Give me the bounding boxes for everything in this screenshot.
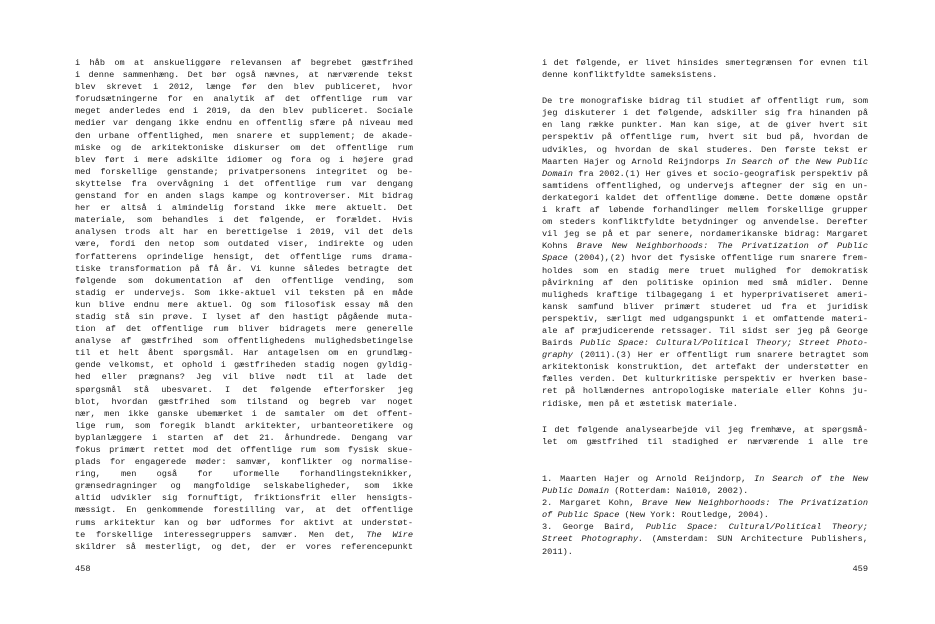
right-page-text [542,57,868,448]
text-line: altid udvikler sig fornuftigt, friktionsfrit eller hensigts- [75,493,413,504]
text-line: 1. Maarten Hajer og Arnold Reijndorp, In Search of the New [542,474,868,484]
text-line: følgende som dokumentation af den offentlige vending, som [75,275,413,286]
text-line: perspektiv på offentlige rum, hvert sit bud på, hvordan de [542,132,868,143]
text-line: i denne sammenhæng. Det bør også nævnes, at nærværende tekst [75,70,413,81]
text-line: denne konfliktfyldte sameksistens. [542,70,718,81]
italic-title: The Wire [366,529,413,540]
text-line: her er altså i almindelig forstand ikke mere aktuelt. Det [75,203,413,214]
text-line: Kohns Brave New Neighborhoods: The Privatization of Public [542,241,869,252]
text-line: 2011). [542,546,573,557]
text-line: Public Domain (Rotterdam: Nai010, 2002). [542,486,749,497]
text-line: i håb om at anskueliggøre relevansen af begrebet gæstfrihed [75,58,413,68]
text-line: miske og de arkitektoniske diskurser om det offentlige rum [75,142,413,153]
text-line: I det følgende analysearbejde vil jeg fremhæve, at spørgsmå- [542,424,868,435]
footnote [542,473,868,497]
left-page-text [75,57,413,553]
text-line: medier var dengang ikke endnu en offentlig sfære på niveau med [75,118,413,129]
paragraph [75,57,413,553]
text-line: udvikles, og hvordan de skal studeres. Den første tekst er [542,144,868,155]
text-line: med forskellige genstande; privatpersonens integritet og be- [75,166,413,177]
text-line: graphy (2011).(3) Her er offentligt rum snarere betragtet som [542,350,868,361]
text-line: kun blive endnu mere aktuel. Og som filosofisk essay må den [75,299,413,310]
text-line: Street Photography. (Amsterdam: SUN Architecture Publishers, [542,534,868,545]
text-line: plads for engagerede møder: samvær, konflikter og normalise- [75,457,413,468]
text-line: tiske transformation på få år. Vi kunne således betragte det [75,263,413,274]
text-line: til et helt åbent spørgsmål. Har antagelsen om en grundlæg- [75,348,413,359]
paragraph [542,57,868,81]
italic-title: graphy [542,350,573,361]
italic-title: Brave New Neighborhoods: The Privatization [641,498,868,509]
footnote [542,521,868,557]
text-line: om steders konfliktfyldte betydninger og anvendelse. Derefter [542,217,868,228]
text-line: of Public Space (New York: Routledge, 2004). [542,510,769,521]
text-line: stadig er undervejs. Som ikke-aktuel vil teksten på en måde [75,287,413,298]
italic-title: Public Domain [542,486,610,497]
italic-title: Public Space: Cultural/Political Theory; Street Photo- [580,338,869,349]
text-line: ale af præjudicerende retssager. Til sidst ser jeg på George [542,325,868,336]
text-line: skildrer så mesterligt, og det, der er vores referencepunkt [75,541,413,552]
text-line: blev skrevet i 2012, længe før den blev publiceret, hvor [75,82,413,93]
text-line: skyttelse fra overvågning i det offentlige rum var dengang [75,178,413,189]
text-line: arkitektonisk konstruktion, det artefakt der understøtter en [542,362,868,373]
text-line: tion af det offentlige rum bliver bidragets mere generelle [75,324,413,335]
text-line: grænsedragninger og mangfoldige selskabeligheder, som ikke [75,481,413,492]
italic-title: Brave New Neighborhoods: The Privatization of Public [576,241,869,252]
text-line: hed eller prægnans? Jeg vil blive nødt til at lade det [75,372,413,383]
text-line: i kraft af løbende forhandlinger mellem forskellige grupper [542,205,868,216]
text-line: ret på hollændernes antropologiske materiale eller Kohns ju- [542,386,868,397]
text-line: derkategori kaldet det offentlige domæne. Dette domæne opstår [542,192,868,203]
italic-title: of Public Space [542,510,620,521]
text-line: meget anderledes end i 2019, da den blev publiceret. Sociale [75,106,413,117]
footnote [542,497,868,521]
text-line: let om gæstfrihed til stadighed er nærværende i alle tre [542,436,868,447]
text-line: jeg diskuterer i det følgende, adskiller sig fra hinanden på [542,108,868,119]
text-line: gende velkomst, et ophold i gæstfriheden stadig nogen gyldig- [75,360,413,371]
text-line: holdes som en stadig mere truet mulighed for demokratisk [542,265,868,276]
text-line: den urbane offentlighed, men snarere et supplement; de akade- [75,130,413,141]
text-line: være, fordi den netop som outdated viser, indirekte og uden [75,239,413,250]
text-line: genstand for en anden slags kampe og kontroverser. Mit bidrag [75,191,413,202]
text-line: muligheds kraftige tilbagegang i et hyperprivatiseret ameri- [542,289,868,300]
italic-title: In Search of the New [754,474,868,484]
text-line: blev ført i mere adskilte idiomer og fora og i højere grad [75,154,413,165]
text-line: Domain fra 2002.(1) Her gives et socio-geografisk perspektiv på [542,168,868,179]
text-line: rums arkitektur kan og bør udformes for aktivt at understøt- [75,517,413,528]
text-line: en lang række punkter. Man kan sige, at de giver hvert sit [542,120,868,131]
text-line: nær, men ikke ganske ubemærket i de samtaler om det offent- [75,408,413,419]
text-line: ring, men også for uformelle forhandlingsteknikker, [75,469,413,480]
italic-title: Domain [542,168,573,179]
text-line: analysen trods alt har en berettigelse i 2019, vil det dels [75,227,413,238]
text-line: fælles verden. Det kulturkritiske perspektiv er hverken base- [542,374,868,385]
text-line: byplanlæggere i starten af det 21. århundrede. Dengang var [75,432,413,443]
paragraph [542,95,868,409]
text-line: blot, hvordan gæstfrihed som tilstand og begreb var noget [75,396,413,407]
text-line: samtidens offentlighed, og undervejs aftegner der sig en un- [542,180,868,191]
text-line: te forskellige interessegruppers samvær. Men det, The Wire [75,529,413,540]
text-line: vil jeg se på et par senere, nordamerikanske bidrag: Margaret [542,229,868,240]
text-line: lige rum, som foregik blandt arkitekter, urbanteoretikere og [75,420,413,431]
italic-title: Street Photography. [542,534,644,545]
text-line: 2. Margaret Kohn, Brave New Neighborhoods: The Privatization [542,498,868,509]
text-line: materiale, som behandles i det følgende, er forældet. Hvis [75,215,413,226]
text-line: mæssigt. En genkommende forestilling var, at det offentlige [75,505,413,516]
text-line: forfatterens oprindelige hensigt, det offentlige rums drama- [75,251,413,262]
text-line: 3. George Baird, Public Space: Cultural/Political Theory; [542,522,868,533]
text-line: forudsætningerne for en analytik af det offentlige rum var [75,94,413,105]
italic-title: Public Space: Cultural/Political Theory; [645,522,868,533]
left-page-number: 458 [75,564,91,574]
text-line: påvirkning af den politiske opinion med små midler. Denne [542,277,868,288]
text-line: ridiske, men på et æstetisk materiale. [542,398,738,409]
text-line: i det følgende, er livet hinsides smertegrænsen for evnen til [542,58,868,68]
paragraph [542,424,868,448]
italic-title: Space [542,253,568,264]
footnotes [542,473,868,558]
text-line: fokus primært rettet mod det offentlige rum som fysisk skue- [75,445,413,455]
text-line: Bairds Public Space: Cultural/Political Theory; Street Photo- [542,338,869,349]
right-page-number: 459 [852,564,868,574]
text-line: Maarten Hajer og Arnold Reijndorps In Search of the New Public [542,156,868,167]
italic-title: In Search of the New Public [725,156,868,167]
text-line: kansk samfund bliver primært studeret ud fra et juridisk [542,301,868,312]
text-line: analyse af gæstfrihed som offentlighedens mulighedsbetingelse [75,336,413,347]
text-line: spørgsmål stå ubesvaret. I det følgende efterforsker jeg [75,384,413,395]
text-line: De tre monografiske bidrag til studiet af offentligt rum, som [542,96,868,107]
text-line: stadig stå sin prøve. I lyset af den hastigt pågående muta- [75,311,413,322]
text-line: perspektiv, særligt med udgangspunkt i et omfattende materi- [542,313,868,324]
text-line: Space (2004),(2) hvor det fysiske offentlige rum snarere frem- [542,253,868,264]
